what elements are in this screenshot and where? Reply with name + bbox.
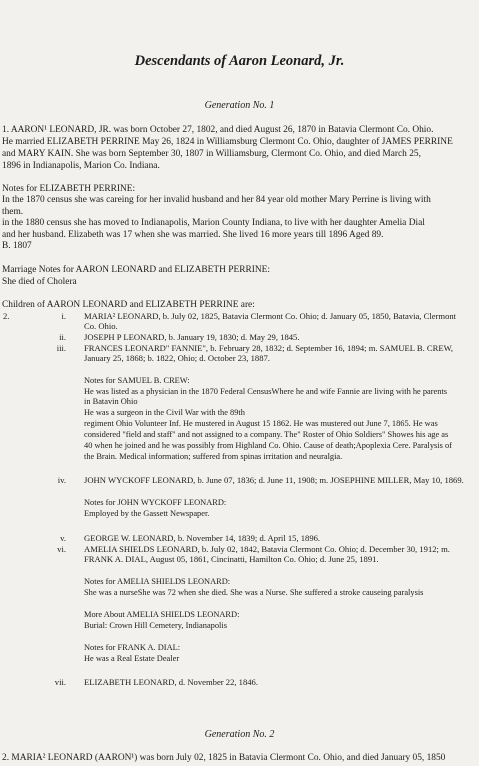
- notes-line: Employed by the Gassett Newspaper.: [84, 509, 210, 518]
- notes-line: She died of Cholera: [2, 277, 77, 287]
- notes-heading: Notes for AMELIA SHIELDS LEONARD:: [84, 577, 231, 586]
- notes-line: He was a surgeon in the Civil War with the 89th: [84, 408, 245, 417]
- notes-line: regiment Ohio Volunteer Inf. He mustered in August 15 1862. He was mustered out June 7, 1865. He was: [84, 419, 438, 428]
- child-line: JOHN WYCKOFF LEONARD, b. June 07, 1836; d. June 11, 1908; m. JOSEPHINE MILLER, May 10, 1869.: [84, 475, 464, 485]
- notes-heading: Notes for FRANK A. DIAL:: [84, 643, 181, 652]
- notes-line: In the 1870 census she was careing for her invalid husband and her 84 year old mother Mary Perrine is living with: [2, 195, 431, 205]
- child-roman-numeral: v.: [60, 533, 66, 543]
- notes-line: He was a Real Estate Dealer: [84, 654, 180, 663]
- notes-heading: Notes for SAMUEL B. CREW:: [84, 376, 190, 385]
- document-title: Descendants of Aaron Leonard, Jr.: [134, 53, 345, 69]
- child-roman-numeral: iii.: [56, 343, 66, 353]
- entry-line: and MARY KAIN. She was born September 30, 1807 in Williamsburg, Clermont Co. Ohio, and died March 25,: [2, 149, 421, 159]
- child-line: FRANCES LEONARD" FANNIE", b. February 28, 1832; d. September 16, 1894; m. SAMUEL B. CREW,: [84, 343, 454, 353]
- child-line: MARIA² LEONARD, b. July 02, 1825, Batavia Clermont Co. Ohio; d. January 05, 1850, Batavia, Clermont: [84, 311, 457, 321]
- children-heading: Children of AARON LEONARD and ELIZABETH PERRINE are:: [2, 300, 255, 310]
- child-line: AMELIA SHIELDS LEONARD, b. July 02, 1842, Batavia Clermont Co. Ohio; d. December 30, 1912; m.: [84, 544, 450, 554]
- generation-heading-2: Generation No. 2: [204, 729, 275, 740]
- child-roman-numeral: i.: [61, 311, 66, 321]
- notes-line: in the 1880 census she has moved to Indianapolis, Marion County Indiana, to live with her daughter Amelia Dial: [2, 218, 425, 228]
- child-line: January 25, 1868; b. 1822, Ohio; d. October 23, 1887.: [84, 353, 270, 363]
- notes-line: She was a nurseShe was 72 when she died. She was a Nurse. She suffered a stroke causeing paralysis: [84, 588, 424, 597]
- child-number: 2.: [3, 311, 10, 321]
- notes-line: them.: [2, 207, 24, 217]
- child-line: JOSEPH P LEONARD, b. January 19, 1830; d. May 29, 1845.: [84, 332, 300, 342]
- child-line: GEORGE W. LEONARD, b. November 14, 1839; d. April 15, 1896.: [84, 533, 321, 543]
- notes-line: He was listed as a physician in the 1870 Federal CensusWhere he and wife Fannie are living with he parents: [84, 387, 448, 396]
- notes-line: Burial: Crown Hill Cemetery, Indianapolis: [84, 621, 227, 630]
- notes-line: and her husband. Elizabeth was 17 when she was married. She lived 16 more years till 1896 Aged 89.: [2, 230, 384, 240]
- entry-maria-leonard: 2. MARIA² LEONARD (AARON¹) was born July 02, 1825 in Batavia Clermont Co. Ohio, and died January 05, 1850: [2, 753, 446, 763]
- child-roman-numeral: vi.: [57, 544, 66, 554]
- child-line: ELIZABETH LEONARD, d. November 22, 1846.: [84, 677, 258, 687]
- notes-line: B. 1807: [2, 241, 32, 251]
- child-roman-numeral: ii.: [59, 332, 66, 342]
- generation-heading-1: Generation No. 1: [204, 100, 275, 111]
- child-roman-numeral: vii.: [54, 677, 66, 687]
- notes-line: in Batavin Ohio: [84, 397, 138, 406]
- entry-line: 1896 in Indianapolis, Marion Co. Indiana.: [2, 161, 160, 171]
- entry-line: He married ELIZABETH PERRINE May 26, 1824 in Williamsburg Clermont Co. Ohio, daughter of JAMES PERRINE: [2, 137, 453, 147]
- notes-line: considered "field and staff" and not assigned to a company. The" Roster of Ohio Soldiers" Showes his age as: [84, 430, 449, 439]
- notes-heading: More About AMELIA SHIELDS LEONARD:: [84, 610, 240, 619]
- child-line: Co. Ohio.: [84, 321, 118, 331]
- notes-line: the Brain. Medical information; suffered from spinas irritation and neuralgia.: [84, 452, 343, 461]
- notes-heading: Marriage Notes for AARON LEONARD and ELIZABETH PERRINE:: [2, 265, 270, 275]
- child-line: FRANK A. DIAL, August 05, 1861, Cincinatti, Hamilton Co. Ohio; d. June 25, 1891.: [84, 554, 379, 564]
- notes-line: 40 when he joined and he was possibly from Highland Co. Ohio. Cause of death;Apoplexia Cere. Paralysis of: [84, 441, 452, 450]
- notes-heading: Notes for ELIZABETH PERRINE:: [2, 184, 136, 194]
- child-roman-numeral: iv.: [57, 475, 66, 485]
- notes-heading: Notes for JOHN WYCKOFF LEONARD:: [84, 498, 227, 507]
- entry-line: 1. AARON¹ LEONARD, JR. was born October 27, 1802, and died August 26, 1870 in Batavia Clermont Co. Ohio.: [2, 125, 434, 135]
